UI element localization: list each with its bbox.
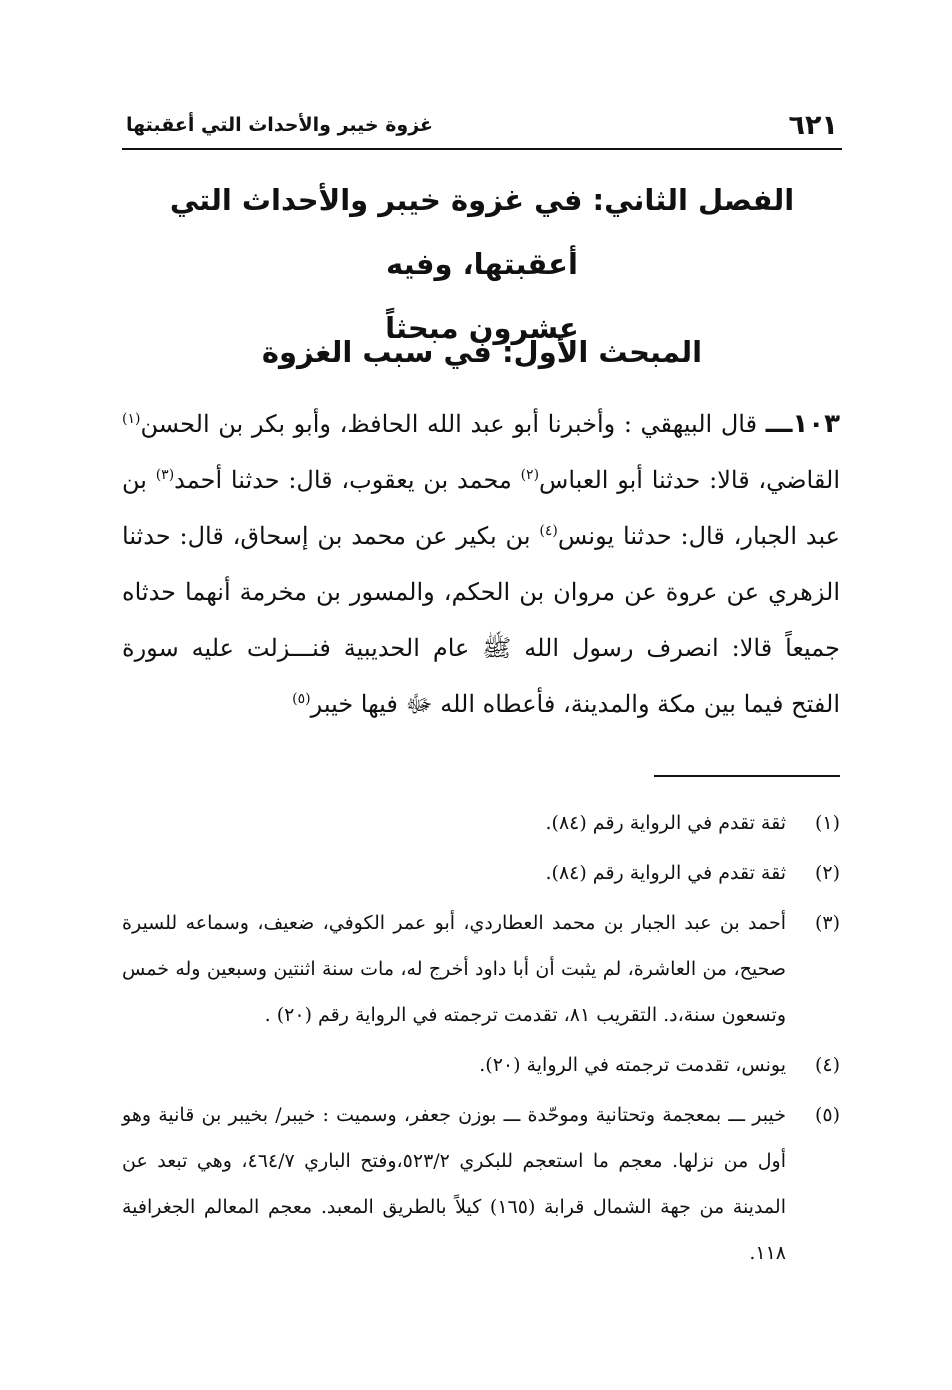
- footnote-item: [122, 1042, 840, 1088]
- footnote-item: [122, 1092, 840, 1276]
- footnote-text: ثقة تقدم في الرواية رقم (٨٤).: [545, 862, 786, 884]
- hadith-number: ١٠٣ـــ: [765, 409, 840, 439]
- paragraph-text: محمد بن يعقوب، قال: حدثنا أحمد: [174, 466, 521, 494]
- footnotes: [122, 800, 840, 1276]
- footnote-number: (٥): [814, 1104, 840, 1126]
- footnote-ref: (١): [122, 411, 141, 427]
- running-title: غزوة خيبر والأحداث التي أعقبتها: [126, 114, 434, 136]
- footnote-item: [122, 800, 840, 846]
- footnote-item: [122, 900, 840, 1038]
- footnote-number: (١): [814, 812, 840, 834]
- paragraph-text: القاضي، قالا: حدثنا أبو العباس: [539, 466, 840, 494]
- footnote-ref: (٢): [520, 467, 540, 483]
- hadith-paragraph: [122, 396, 840, 732]
- footnote-number: (٣): [814, 912, 840, 934]
- footnote-item: [122, 850, 840, 896]
- footnote-number: (٤): [814, 1054, 840, 1076]
- chapter-title-line-1: الفصل الثاني: في غزوة خيبر والأحداث التي أعقبتها، وفيه: [169, 183, 795, 281]
- footnote-text: يونس، تقدمت ترجمته في الرواية (٢٠).: [479, 1054, 786, 1076]
- paragraph-text: بن عبد الجبار، قال: حدثنا يونس: [122, 466, 841, 550]
- chapter-title-line-2: عشرون مبحثاً: [385, 311, 579, 345]
- footnote-text: أحمد بن عبد الجبار بن محمد العطاردي، أبو عمر الكوفي، ضعيف، وسماعه للسيرة صحيح، من العاشرة، لم يثبت أن أبا داود أخرج له، مات سنة اثنتين وسبعين وله خمس وتسعون سنة،د. التقريب ٨١، تقدمت ترجمته في الرواية رقم (٢٠) .: [122, 912, 786, 1026]
- paragraph-text: بن بكير عن محمد بن إسحاق، قال: حدثنا الزهري عن عروة عن مروان بن الحكم، والمسور بن مخرمة أنهما حدثاه جميعاً قالا: انصرف رسول الله ﷺ عام الحديبية فنـــزلت عليه سورة الفتح فيما بين مكة والمدينة، فأعطاه الله ﷻ فيها خيبر: [122, 522, 840, 718]
- footnote-ref: (٤): [539, 523, 558, 539]
- running-header: [122, 108, 842, 150]
- footnote-text: خيبر ـــ بمعجمة وتحتانية وموحّدة ـــ بوزن جعفر، وسميت : خيبر/ بخيبر بن قانية وهو أول من نزلها. معجم ما استعجم للبكري ٥٢٣/٢،وفتح الباري ٤٦٤/٧، وهي تبعد عن المدينة من جهة الشمال قرابة (١٦٥) كيلاً بالطريق المعبد. معجم المعالم الجغرافية ١١٨.: [122, 1104, 786, 1264]
- footnote-ref: (٣): [155, 467, 175, 483]
- paragraph-text: قال البيهقي : وأخبرنا أبو عبد الله الحافظ، وأبو بكر بن الحسن: [140, 410, 766, 438]
- footnote-number: (٢): [814, 862, 840, 884]
- section-title: المبحث الأول: في سبب الغزوة: [261, 335, 703, 369]
- footnote-ref: (٥): [292, 691, 311, 707]
- footnote-text: ثقة تقدم في الرواية رقم (٨٤).: [545, 812, 786, 834]
- footnote-divider: [654, 775, 840, 777]
- page-number: ٦٢١: [788, 110, 838, 141]
